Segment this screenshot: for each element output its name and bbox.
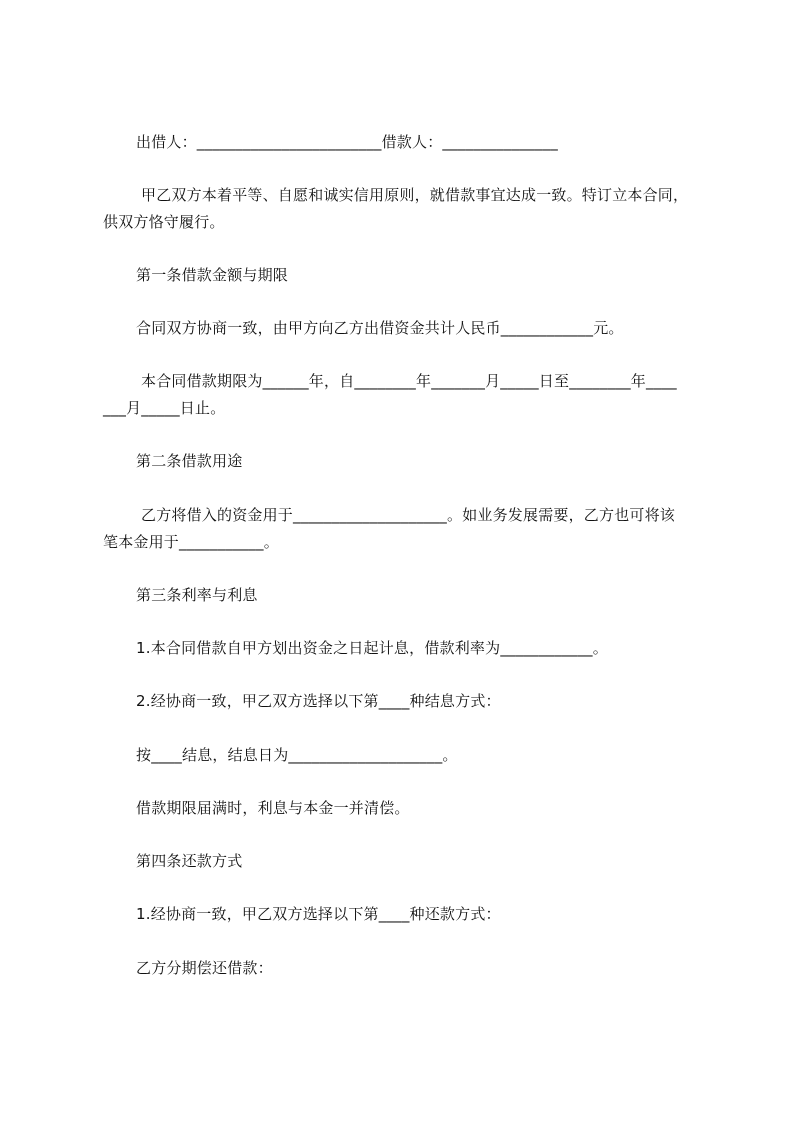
article-1-term-line-1: 本合同借款期限为______年，自________年_______月_____日至________年____ (141, 372, 677, 390)
article-4-item-1: 1.经协商一致，甲乙双方选择以下第____种还款方式： (136, 905, 501, 923)
article-2-title: 第二条借款用途 (136, 452, 243, 470)
article-2-use-line-1: 乙方将借入的资金用于____________________。如业务发展需要，乙方也可将该 (141, 506, 676, 524)
article-1-amount: 合同双方协商一致，由甲方向乙方出借资金共计人民币____________元。 (136, 319, 624, 337)
intro-line-1: 甲乙双方本着平等、自愿和诚实信用原则，就借款事宜达成一致。特订立本合同， (141, 186, 689, 204)
parties-line: 出借人：________________________借款人：_______________ (136, 133, 558, 151)
article-3-item-2: 2.经协商一致，甲乙双方选择以下第____种结息方式： (136, 692, 501, 710)
article-3-item-1: 1.本合同借款自甲方划出资金之日起计息，借款利率为____________。 (136, 639, 608, 657)
article-4-title: 第四条还款方式 (136, 852, 243, 870)
article-3-option: 按____结息，结息日为____________________。 (136, 746, 458, 764)
article-3-title: 第三条利率与利息 (136, 586, 258, 604)
article-1-title: 第一条借款金额与期限 (136, 266, 289, 284)
article-3-maturity: 借款期限届满时，利息与本金一并清偿。 (136, 799, 410, 817)
intro-line-2: 供双方恪守履行。 (103, 213, 225, 231)
article-1-term-line-2: ___月_____日止。 (103, 399, 226, 417)
article-2-use-line-2: 笔本金用于___________。 (103, 533, 279, 551)
article-4-installment: 乙方分期偿还借款： (136, 959, 273, 977)
